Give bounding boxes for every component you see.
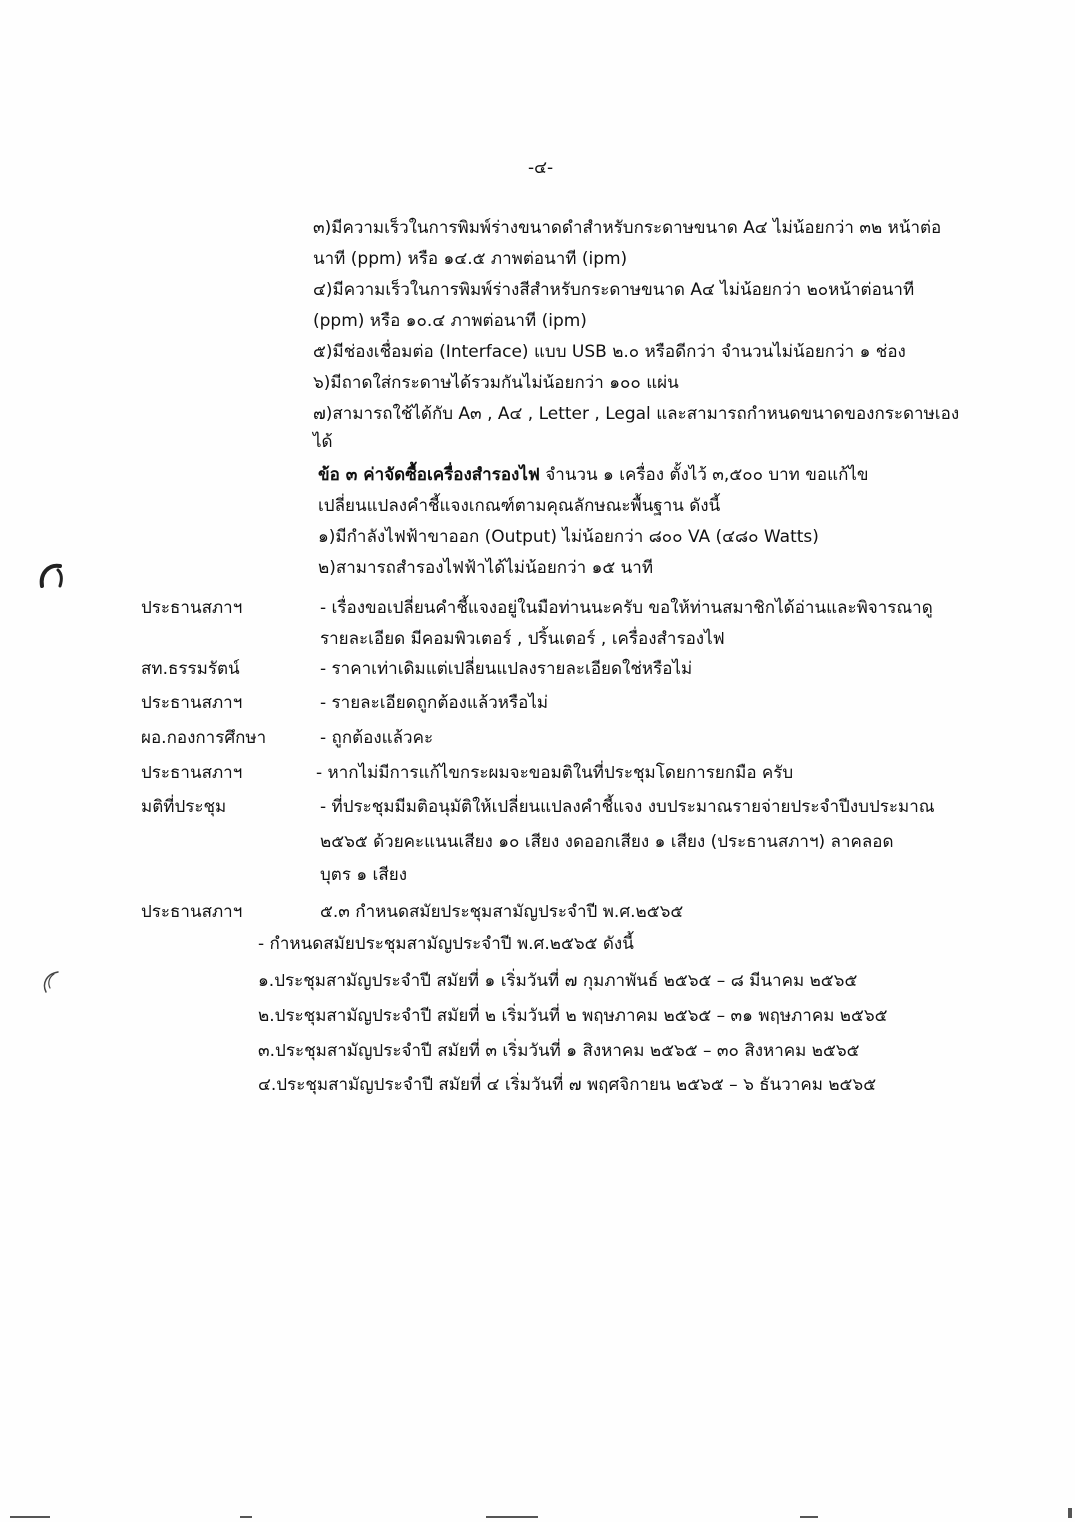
speaker-label: สท.ธรรมรัตน์ [141, 659, 240, 679]
spec-line: ๓)มีความเร็วในการพิมพ์ร่างขนาดดำสำหรับกระดาษขนาด A๔ ไม่น้อยกว่า ๓๒ หน้าต่อ [313, 218, 942, 238]
dialogue-line: - หากไม่มีการแก้ไขกระผมจะขอมติในที่ประชุมโดยการยกมือ ครับ [316, 763, 794, 783]
scan-edge-mark [800, 1516, 818, 1518]
dialogue-line [320, 901, 683, 923]
item3-heading-rest: จำนวน ๑ เครื่อง ตั้งไว้ ๓,๕๐๐ บาท ขอแก้ไข [539, 465, 869, 485]
schedule-item: ๔.ประชุมสามัญประจำปี สมัยที่ ๔ เริ่มวันที่ ๗ พฤศจิกายน ๒๕๖๕ – ๖ ธันวาคม ๒๕๖๕ [258, 1075, 877, 1095]
item3-line: ๑)มีกำลังไฟฟ้าขาออก (Output) ไม่น้อยกว่า ๘๐๐ VA (๔๘๐ Watts) [318, 527, 819, 547]
agenda-item: ๕.๓ กำหนดสมัยประชุมสามัญประจำปี พ.ศ.๒๕๖๕ [320, 902, 684, 922]
scan-edge-mark [10, 1516, 50, 1518]
dialogue-line: - รายละเอียดถูกต้องแล้วหรือไม่ [320, 693, 549, 713]
speaker-label: มติที่ประชุม [141, 797, 227, 817]
scan-edge-mark [240, 1516, 252, 1518]
page-number: -๔- [528, 158, 554, 178]
speaker-label: ประธานสภาฯ [141, 693, 243, 713]
spec-line: ๗)สามารถใช้ได้กับ A๓ , A๔ , Letter , Legal และสามารถกำหนดขนาดของกระดาษเอง [313, 404, 960, 424]
spec-line: ๔)มีความเร็วในการพิมพ์ร่างสีสำหรับกระดาษขนาด A๔ ไม่น้อยกว่า ๒๐หน้าต่อนาที [313, 280, 915, 300]
spec-line: ได้ [313, 432, 333, 452]
schedule-item: ๒.ประชุมสามัญประจำปี สมัยที่ ๒ เริ่มวันที่ ๒ พฤษภาคม ๒๕๖๕ – ๓๑ พฤษภาคม ๒๕๖๕ [258, 1006, 888, 1026]
dialogue-line: - ราคาเท่าเดิมแต่เปลี่ยนแปลงรายละเอียดใช่หรือไม่ [320, 659, 693, 679]
schedule-item: ๓.ประชุมสามัญประจำปี สมัยที่ ๓ เริ่มวันที่ ๑ สิงหาคม ๒๕๖๕ – ๓๐ สิงหาคม ๒๕๖๕ [258, 1041, 860, 1061]
item3-line: ๒)สามารถสำรองไฟฟ้าได้ไม่น้อยกว่า ๑๕ นาที [318, 558, 654, 578]
dialogue-line: รายละเอียด มีคอมพิวเตอร์ , ปริ้นเตอร์ , เครื่องสำรองไฟ [320, 629, 725, 649]
dialogue-line: ๒๕๖๕ ด้วยคะแนนเสียง ๑๐ เสียง งดออกเสียง ๑ เสียง (ประธานสภาฯ) ลาคลอด [320, 832, 894, 852]
item3-heading [318, 464, 869, 486]
speaker-label: ประธานสภาฯ [141, 598, 243, 618]
scan-edge-mark [486, 1516, 538, 1518]
spec-line: ๖)มีถาดใส่กระดาษได้รวมกันไม่น้อยกว่า ๑๐๐ แผ่น [313, 373, 679, 393]
schedule-intro: - กำหนดสมัยประชุมสามัญประจำปี พ.ศ.๒๕๖๕ ดังนี้ [258, 934, 634, 954]
schedule-item: ๑.ประชุมสามัญประจำปี สมัยที่ ๑ เริ่มวันที่ ๗ กุมภาพันธ์ ๒๕๖๕ – ๘ มีนาคม ๒๕๖๕ [258, 971, 858, 991]
spec-line: (ppm) หรือ ๑๐.๔ ภาพต่อนาที (ipm) [313, 311, 587, 331]
speaker-label: ประธานสภาฯ [141, 902, 243, 922]
dialogue-line: บุตร ๑ เสียง [320, 865, 408, 885]
item3-line: เปลี่ยนแปลงคำชี้แจงเกณฑ์ตามคุณลักษณะพื้นฐาน ดังนี้ [318, 496, 721, 516]
dialogue-line: - ถูกต้องแล้วคะ [320, 728, 434, 748]
speaker-label: ผอ.กองการศึกษา [141, 728, 267, 748]
item3-heading-bold: ข้อ ๓ ค่าจัดซื้อเครื่องสำรองไฟ [318, 465, 540, 485]
scan-edge-mark [1068, 1508, 1072, 1518]
spec-line: ๕)มีช่องเชื่อมต่อ (Interface) แบบ USB ๒.๐ หรือดีกว่า จำนวนไม่น้อยกว่า ๑ ช่อง [313, 342, 906, 362]
speaker-label: ประธานสภาฯ [141, 763, 243, 783]
spec-line: นาที (ppm) หรือ ๑๔.๕ ภาพต่อนาที (ipm) [313, 249, 628, 269]
punch-hole-mark [38, 968, 64, 996]
dialogue-line: - ที่ประชุมมีมติอนุมัติให้เปลี่ยนแปลงคำชี้แจง งบประมาณรายจ่ายประจำปีงบประมาณ [320, 797, 935, 817]
punch-hole-mark [36, 560, 66, 590]
dialogue-line: - เรื่องขอเปลี่ยนคำชี้แจงอยู่ในมือท่านนะครับ ขอให้ท่านสมาชิกได้อ่านและพิจารณาดู [320, 598, 933, 618]
